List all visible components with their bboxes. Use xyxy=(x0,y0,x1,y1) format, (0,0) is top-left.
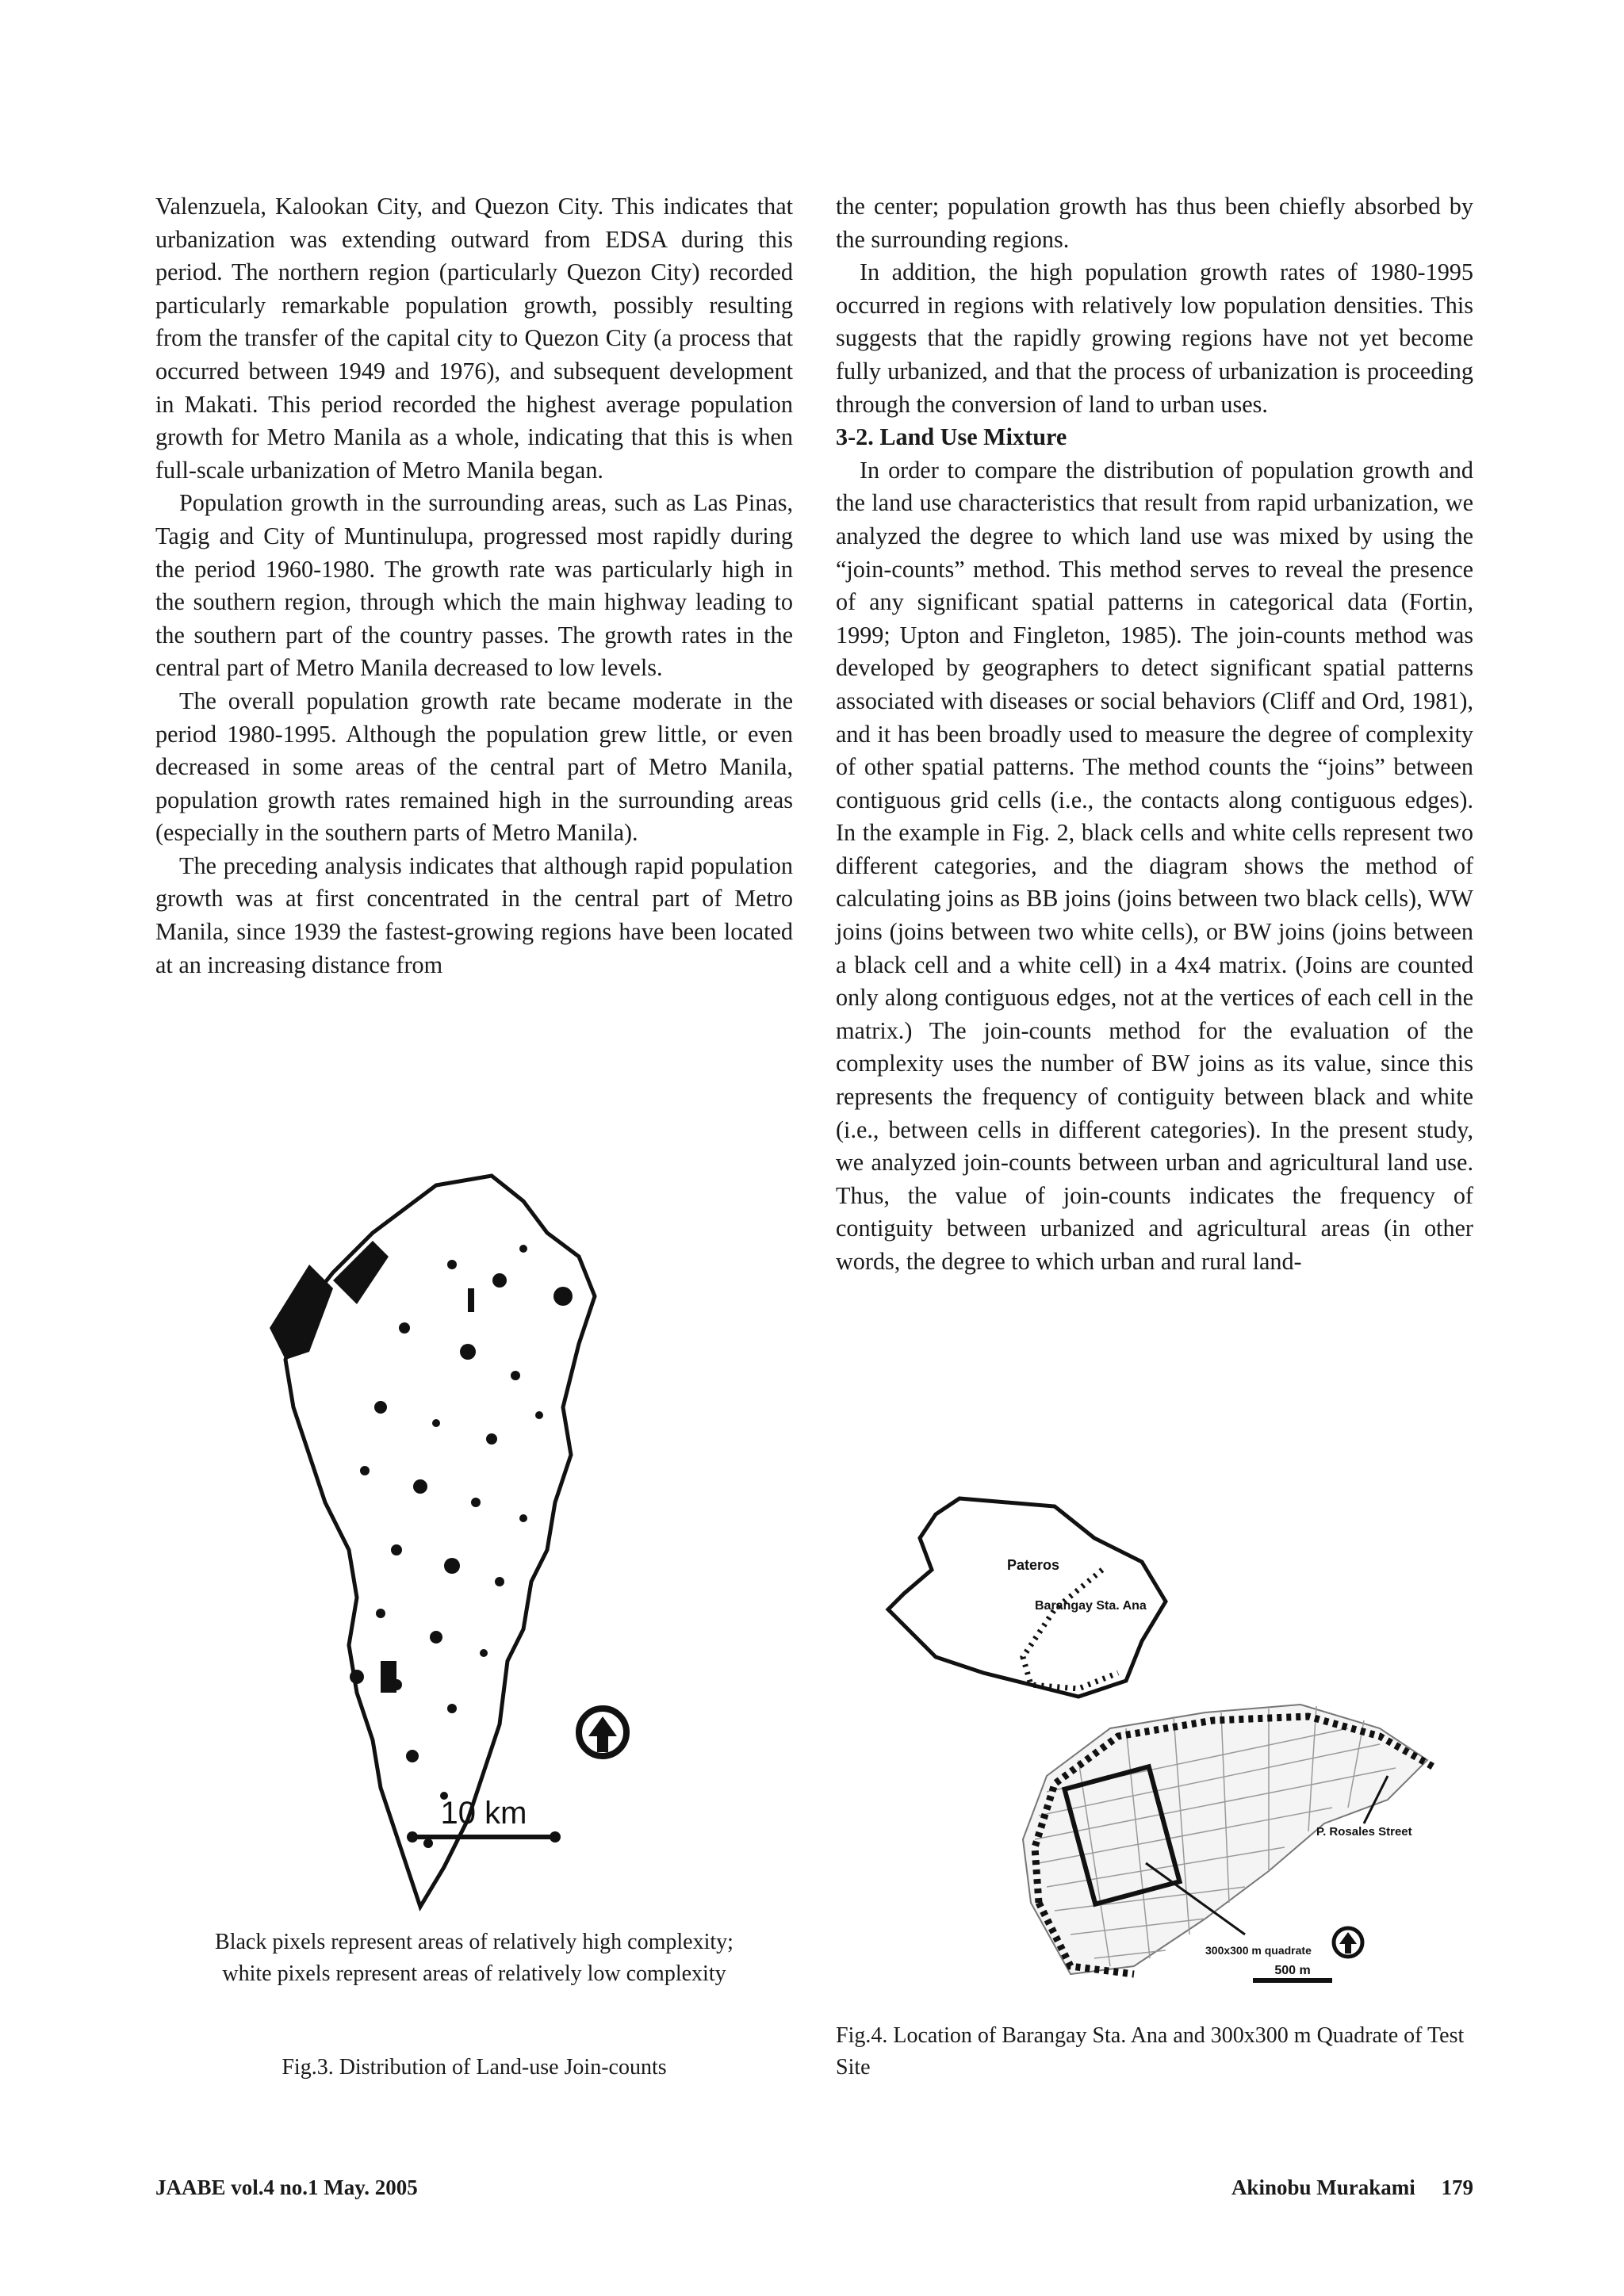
barangay-location-map xyxy=(872,1490,1491,1998)
north-arrow-icon xyxy=(579,1709,626,1756)
note-line: white pixels represent areas of relatively low complexity xyxy=(222,1961,726,1986)
paragraph: The overall population growth rate became moderate in the period 1980-1995. Although the population grew little, or even decreased in some areas of the central part of Metro Manila, population growth rates remained high in the surrounding areas (especially in the southern parts of Metro Manila). xyxy=(155,687,793,847)
scale-bar xyxy=(1253,1964,1332,1980)
author-footer xyxy=(1211,2175,1473,2200)
figure-note xyxy=(155,1927,793,1990)
figure-caption: Fig.4. Location of Barangay Sta. Ana and 300x300 m Quadrate of Test Site xyxy=(836,2023,1465,2080)
page-number: 179 xyxy=(1441,2175,1473,2199)
section-heading: 3-2. Land Use Mixture xyxy=(836,423,1067,451)
inset-outline xyxy=(888,1498,1166,1697)
street-grid-map xyxy=(1023,1705,1435,1974)
scale-label: 10 km xyxy=(440,1796,527,1831)
left-column xyxy=(155,190,793,982)
figure-caption: Fig.3. Distribution of Land-use Join-counts xyxy=(282,2055,667,2080)
map-outline xyxy=(270,1176,595,1907)
note-line: Black pixels represent areas of relatively high complexity; xyxy=(215,1930,733,1954)
paragraph: Population growth in the surrounding areas, such as Las Pinas, Tagig and City of Muntinulupa, progressed most rapidly during the period 1960-1980. The growth rate was particularly high in the southern region, through which the main highway leading to the southern part of the country passes. The growth rates in the central part of Metro Manila decreased to low levels. xyxy=(155,489,793,682)
north-arrow-icon xyxy=(1334,1928,1362,1957)
paragraph: The preceding analysis indicates that although rapid population growth was at first concentrated in the central part of Metro Manila, since 1939 the fastest-growing regions have been located at an increasing distance from xyxy=(155,851,793,978)
paragraph: Valenzuela, Kalookan City, and Quezon City. This indicates that urbanization was extending outward from EDSA during this period. The northern region (particularly Quezon City) recorded particularly remarkable population growth, possibly resulting from the transfer of the capital city to Quezon City (a process that occurred between 1949 and 1976), and subsequent development in Makati. This period recorded the highest average population growth for Metro Manila as a whole, indicating that this is when full-scale urbanization of Metro Manila began. xyxy=(155,193,793,484)
author-name: Akinobu Murakami xyxy=(1231,2175,1415,2199)
join-counts-map xyxy=(262,1169,706,1931)
street-label: P. Rosales Street xyxy=(1316,1825,1412,1839)
scale-label: 500 m xyxy=(1274,1964,1311,1977)
paragraph: In order to compare the distribution of population growth and the land use characteristics that result from rapid urbanization, we analyzed the degree to which land use was mixed by using the “join-counts” method. This method serves to reveal the presence of any significant spatial patterns in categorical data (Fortin, 1999; Upton and Fingleton, 1985). The join-counts method was developed by geographers to detect significant spatial patterns associated with diseases or social behaviors (Cliff and Ord, 1981), and it has been broadly used to measure the degree of complexity of other spatial patterns. The method counts the “joins” between contiguous grid cells (i.e., the contacts along contiguous edges). In the example in Fig. 2, black cells and white cells represent two different categories, and the diagram shows the method of calculating joins as BB joins (joins between two black cells), WW joins (joins between two white cells), or BW joins (joins between a black cell and a white cell) in a 4x4 matrix. (Joins are counted only along contiguous edges, not at the vertices of each cell in the matrix.) The join-counts method for the evaluation of the complexity uses the number of BW joins as its value, since this represents the frequency of contiguity between black and white (i.e., between cells in different categories). In the present study, we analyzed join-counts between urban and agricultural land use. Thus, the value of join-counts indicates the frequency of contiguity between urbanized and agricultural areas (in other words, the degree to which urban and rural land- xyxy=(836,456,1473,1275)
journal-footer: JAABE vol.4 no.1 May. 2005 xyxy=(155,2175,418,2199)
right-column xyxy=(836,190,1473,1279)
quadrate-label: 300x300 m quadrate xyxy=(1205,1944,1312,1957)
paragraph: the center; population growth has thus been chiefly absorbed by the surrounding regions. xyxy=(836,193,1473,253)
pateros-label: Pateros xyxy=(1007,1557,1060,1573)
barangay-label: Barangay Sta. Ana xyxy=(1035,1599,1147,1613)
paragraph: In addition, the high population growth rates of 1980-1995 occurred in regions with relatively low population densities. This suggests that the rapidly growing regions have not yet become fully urbanized, and that the process of urbanization is proceeding through the conversion of land to urban uses. xyxy=(836,258,1473,418)
